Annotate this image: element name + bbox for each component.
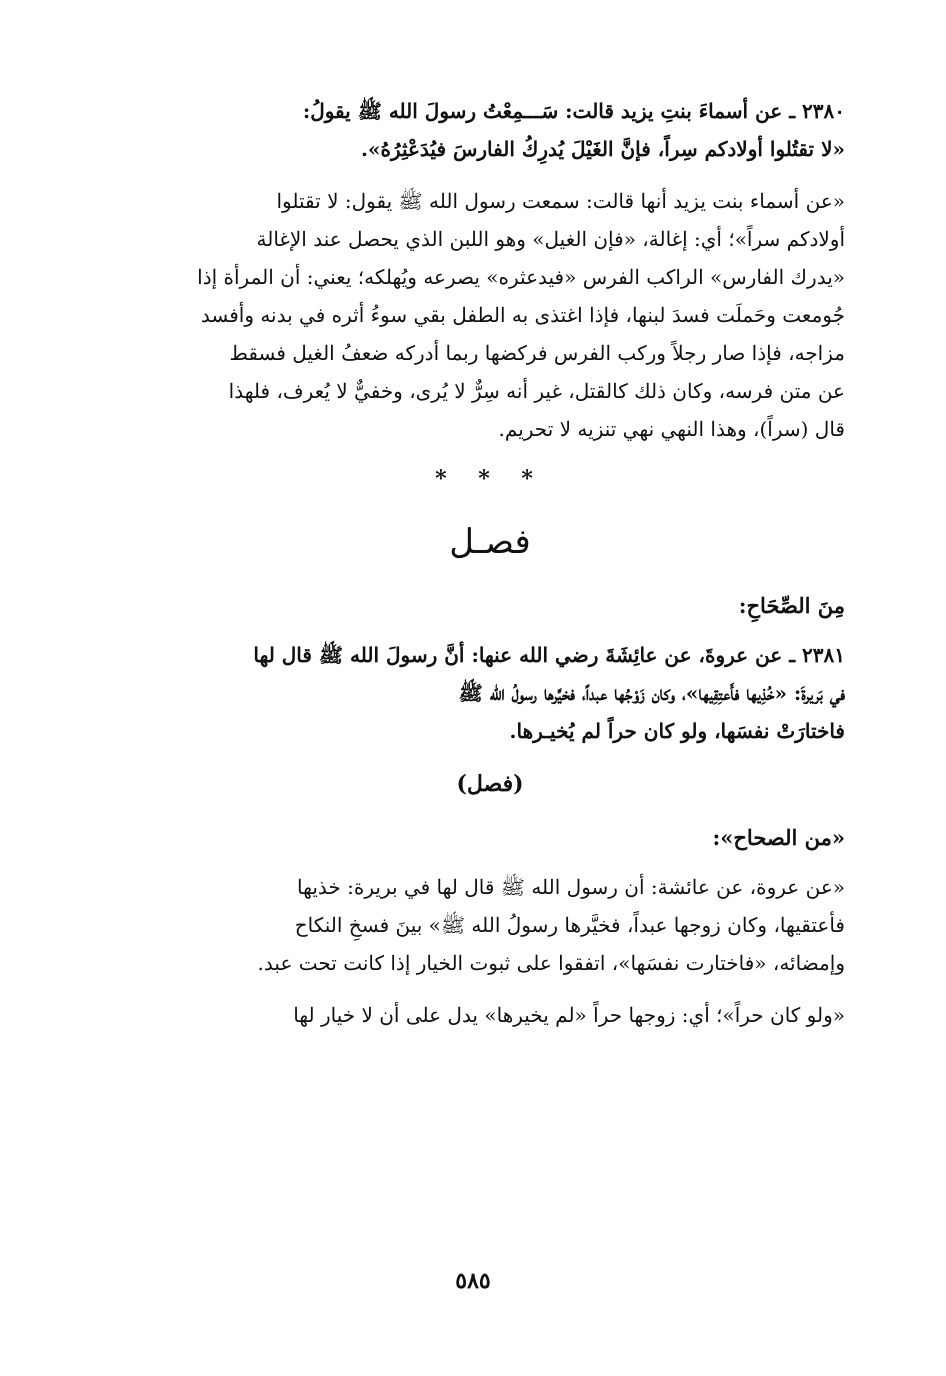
commentary-subsection-title: «من الصحاح»: <box>712 825 845 850</box>
text-line: جُومعت وحَملَت فسدَ لبنها، فإذا اغتذى به الطفل بقي سوءُ أثره في بدنه وأفسد <box>200 303 845 327</box>
text-line: ٢٣٨٠ ـ عن أسماءَ بنتِ يزيد قالت: سَـــمِعْتُ رسولَ الله ﷺ يقولُ: <box>302 99 845 123</box>
commentary-2380 <box>135 182 845 448</box>
commentary-2381-continued <box>135 996 845 1034</box>
section-title: فصـل <box>449 522 531 562</box>
text-line: فأعتقيها، وكان زوجها عبداً، فخيَّرها رسولُ الله ﷺ» بينَ فسخِ النكاح <box>294 913 845 937</box>
text-line: «عن عروة، عن عائشة: أن رسول الله ﷺ قال لها في بريرة: خذيها <box>297 875 845 899</box>
text-line: وإمضائه، «فاختارت نفسَها»، اتفقوا على ثبوت الخيار إذا كانت تحت عبد. <box>257 951 845 975</box>
text-line: «يدرك الفارس» الراكب الفرس «فيدعثره» يصرعه ويُهلكه؛ يعني: أن المرأة إذا <box>197 265 845 289</box>
text-line: فاختارَتْ نفسَها، ولو كان حراً لم يُخيـرها. <box>509 719 845 743</box>
text-line: «لا تقتُلوا أولادكم سِراً، فإنَّ الغَيْلَ يُدرِكُ الفارسَ فيُدَعْثِرُهُ». <box>360 137 845 161</box>
commentary-2381 <box>135 868 845 982</box>
commentary-section-title: (فصل) <box>456 771 524 797</box>
subsection-title: مِنَ الصِّحَاحِ: <box>738 593 845 618</box>
page-number: ٥٨٥ <box>455 1268 491 1294</box>
text-line: مزاجه، فإذا صار رجلاً وركب الفرس فركضها ربما أدركه ضعفُ الغيل فسقط <box>229 341 845 365</box>
text-line: أولادكم سراً»؛ أي: إغالة، «فإن الغيل» وهو اللبن الذي يحصل عند الإغالة <box>256 227 845 251</box>
text-line: في بَريرةَ: «خُذِيها فأَعتِقِيها»، وكان زَوْجُها عبداً، فخيَّرها رسولُ الله ﷺ <box>458 681 845 705</box>
text-line: «عن أسماء بنت يزيد أنها قالت: سمعت رسول الله ﷺ يقول: لا تقتلوا <box>276 189 845 213</box>
text-line: «ولو كان حراً»؛ أي: زوجها حراً «لم يخيرها» يدل على أن لا خيار لها <box>293 1003 845 1027</box>
page-body <box>135 92 845 1048</box>
text-line: عن متن فرسه، وكان ذلك كالقتل، غير أنه سِرٌّ لا يُرى، وخفيٌّ لا يُعرف، فلهذا <box>228 379 845 403</box>
text-line: ٢٣٨١ ـ عن عروةَ، عن عائِشَةَ رضي الله عنها: أنَّ رسولَ الله ﷺ قال لها <box>253 643 845 667</box>
hadith-2380 <box>135 92 845 168</box>
text-line: قال (سراً)، وهذا النهي نهي تنزيه لا تحريم. <box>498 417 845 441</box>
section-separator: * * * <box>435 466 545 492</box>
hadith-2381 <box>135 636 845 750</box>
